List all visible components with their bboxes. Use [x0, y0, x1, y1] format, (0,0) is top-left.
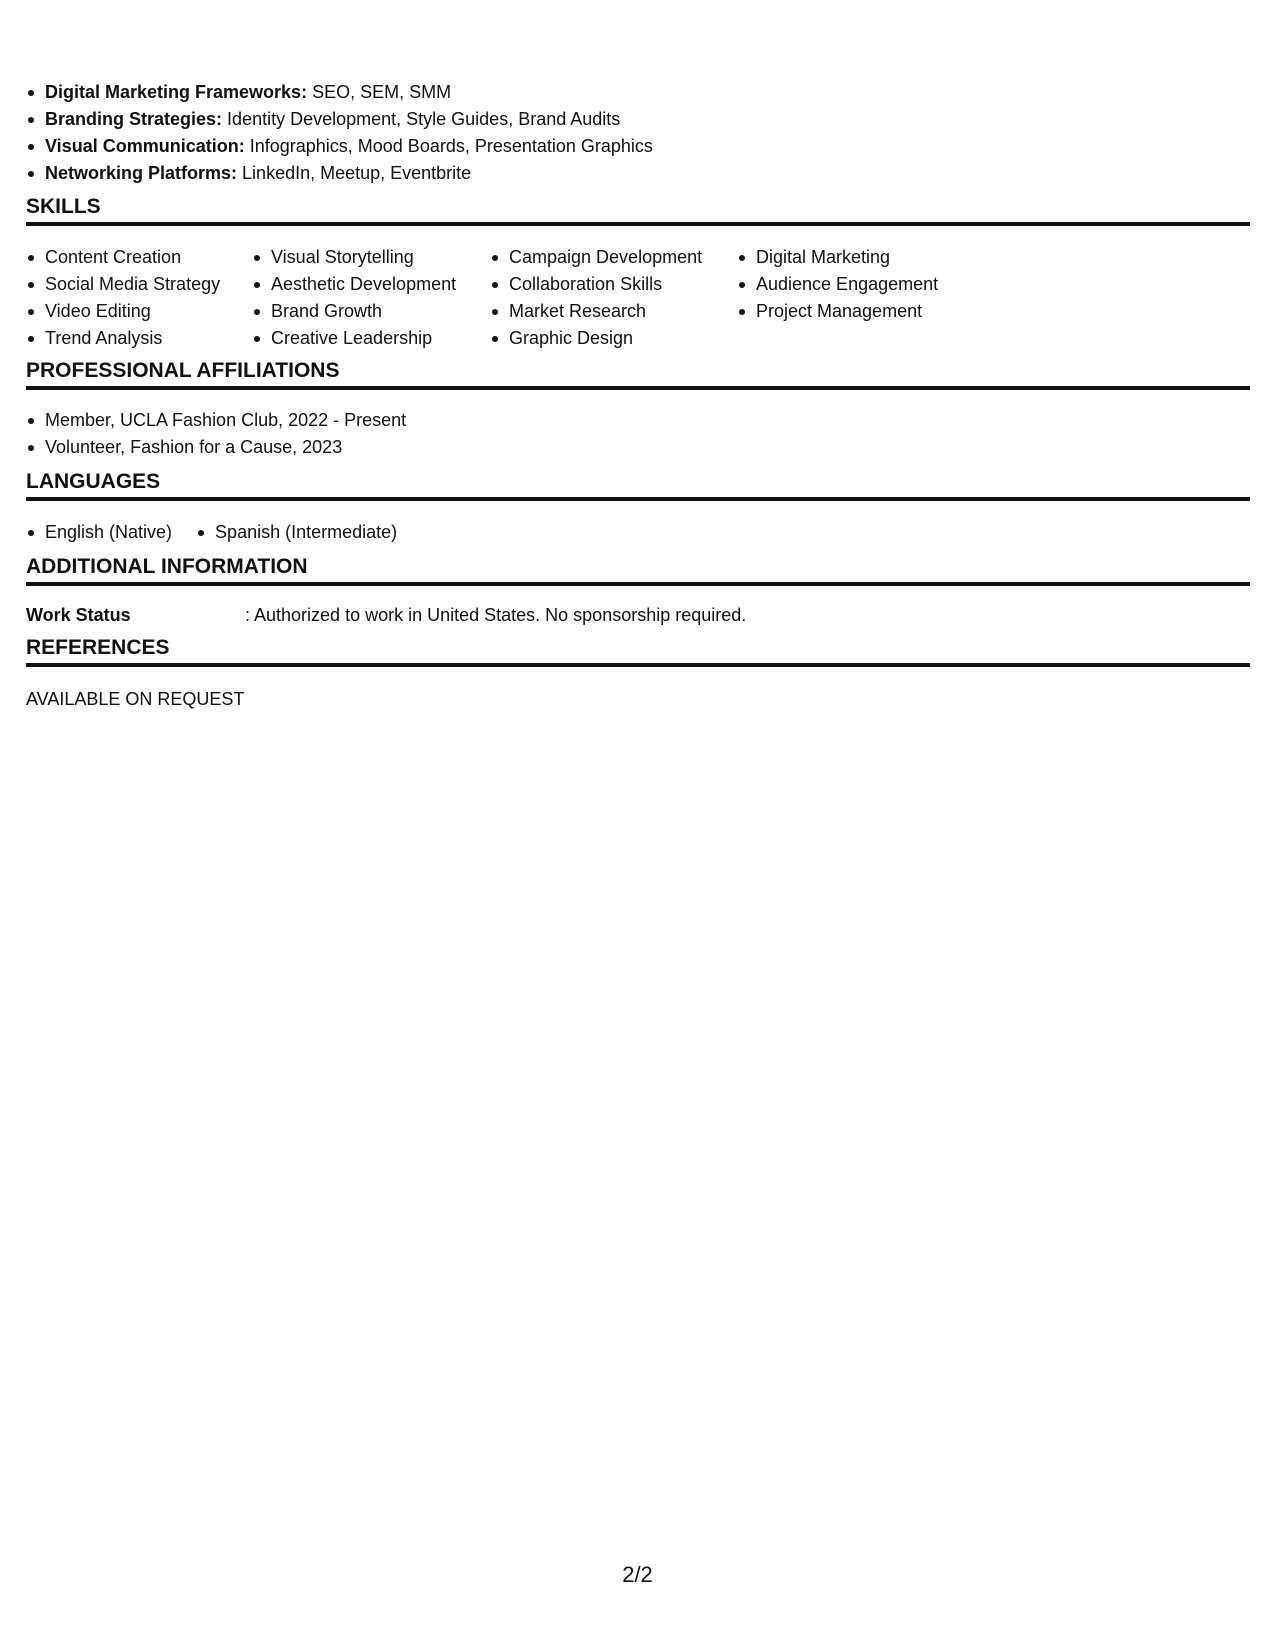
list-item: Content Creation	[26, 244, 230, 271]
list-item: Visual Storytelling	[252, 244, 468, 271]
item-value: Infographics, Mood Boards, Presentation Graphics	[249, 136, 653, 156]
list-item: Social Media Strategy	[26, 271, 230, 298]
section-title-languages: LANGUAGES	[26, 467, 1250, 501]
skill-detail-list	[26, 79, 653, 187]
list-item: Graphic Design	[490, 325, 715, 352]
list-item	[26, 106, 653, 133]
references-text: AVAILABLE ON REQUEST	[26, 689, 245, 709]
list-item: Aesthetic Development	[252, 271, 468, 298]
list-item: English (Native)	[26, 519, 172, 546]
skills-column	[737, 244, 967, 352]
item-value: SEO, SEM, SMM	[312, 82, 452, 102]
skills-column	[490, 244, 715, 352]
work-status-value: : Authorized to work in United States. No sponsorship required.	[245, 605, 747, 625]
list-item: Spanish (Intermediate)	[196, 519, 397, 546]
section-title-skills: SKILLS	[26, 192, 1250, 226]
skills-column	[252, 244, 468, 352]
item-value: LinkedIn, Meetup, Eventbrite	[242, 163, 472, 183]
list-item: Audience Engagement	[737, 271, 967, 298]
skills-grid	[26, 244, 989, 352]
list-item	[26, 160, 653, 187]
list-item: Collaboration Skills	[490, 271, 715, 298]
list-item: Member, UCLA Fashion Club, 2022 - Present	[26, 407, 406, 434]
list-item: Creative Leadership	[252, 325, 468, 352]
list-item	[26, 79, 653, 106]
list-item: Video Editing	[26, 298, 230, 325]
section-title-references: REFERENCES	[26, 633, 1250, 667]
page-number: 2/2	[622, 1562, 653, 1587]
list-item: Market Research	[490, 298, 715, 325]
item-label: Digital Marketing Frameworks:	[45, 82, 308, 102]
list-item: Trend Analysis	[26, 325, 230, 352]
list-item: Project Management	[737, 298, 967, 325]
work-status-label: Work Status	[26, 605, 131, 625]
item-label: Networking Platforms:	[45, 163, 238, 183]
list-item: Digital Marketing	[737, 244, 967, 271]
list-item: Volunteer, Fashion for a Cause, 2023	[26, 434, 406, 461]
skills-column	[26, 244, 230, 352]
languages-list	[26, 519, 421, 546]
list-item	[26, 133, 653, 160]
item-label: Visual Communication:	[45, 136, 245, 156]
affiliations-list	[26, 407, 406, 461]
item-label: Branding Strategies:	[45, 109, 223, 129]
item-value: Identity Development, Style Guides, Brand Audits	[227, 109, 621, 129]
section-title-affiliations: PROFESSIONAL AFFILIATIONS	[26, 356, 1250, 390]
list-item: Brand Growth	[252, 298, 468, 325]
work-status-row	[26, 602, 746, 629]
section-title-additional: ADDITIONAL INFORMATION	[26, 552, 1250, 586]
list-item: Campaign Development	[490, 244, 715, 271]
